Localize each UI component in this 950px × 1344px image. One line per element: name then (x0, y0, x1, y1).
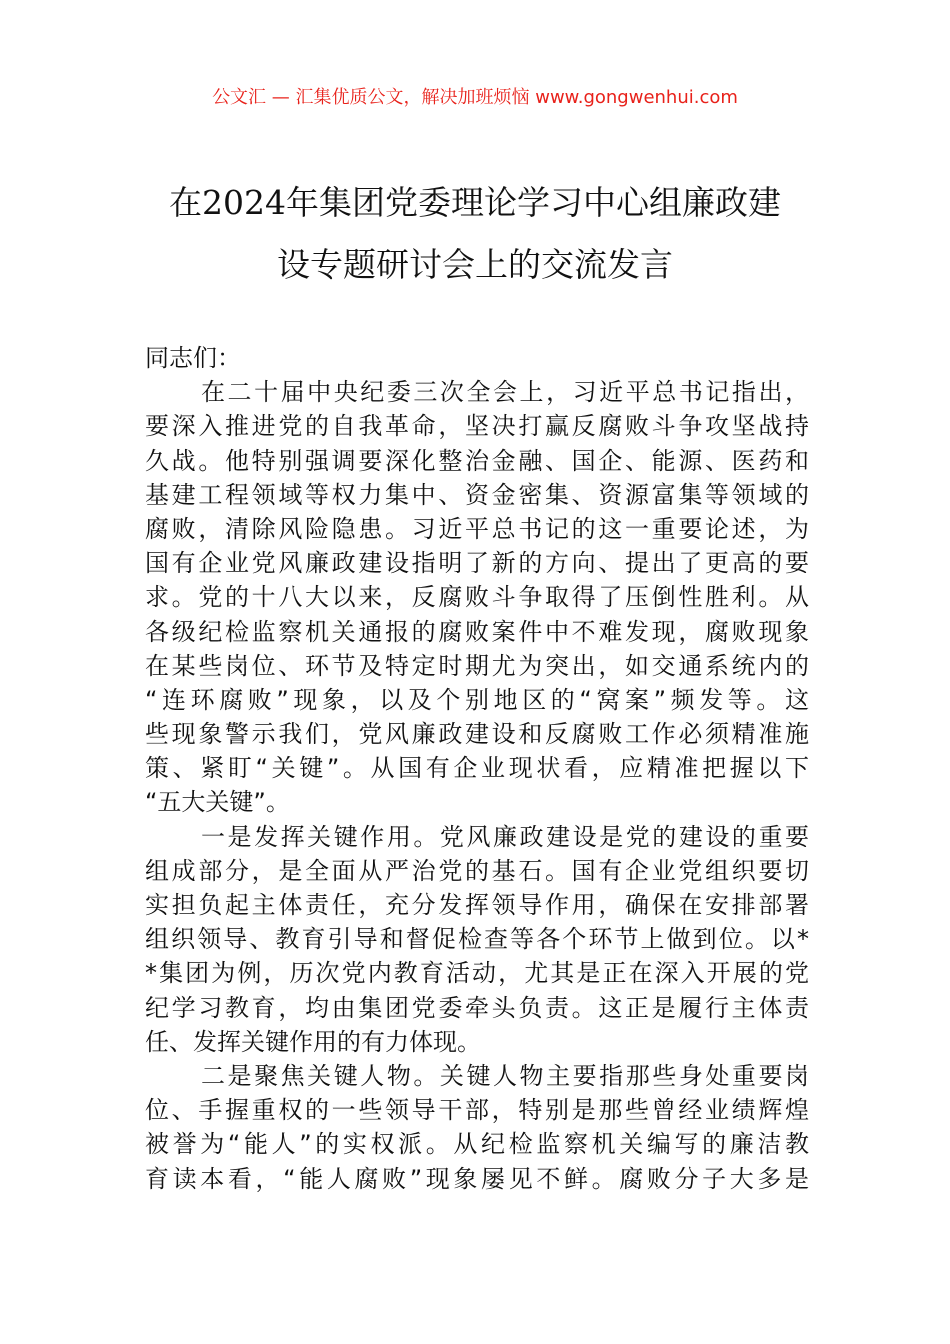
paragraph-line: 基建工程领域等权力集中、资金密集、资源富集等领域的 (145, 480, 809, 509)
paragraph-line: 组成部分，是全面从严治党的基石。国有企业党组织要切 (145, 856, 809, 885)
paragraph-1 (145, 375, 809, 819)
paragraph-line: 久战。他特别强调要深化整治金融、国企、能源、医药和 (145, 446, 809, 475)
paragraph-line: “五大关键”。 (145, 788, 290, 817)
paragraph-line: 实担负起主体责任，充分发挥领导作用，确保在安排部署 (145, 891, 809, 919)
paragraph-line: 些现象警示我们，党风廉政建设和反腐败工作必须精准施 (145, 720, 809, 749)
paragraph-line: 位、手握重权的一些领导干部，特别是那些曾经业绩辉煌 (145, 1096, 809, 1125)
paragraph-line: 被誉为“能人”的实权派。从纪检监察机关编写的廉洁教 (145, 1130, 809, 1159)
paragraph-line: 任、发挥关键作用的有力体现。 (145, 1027, 481, 1056)
paragraph-line: 国有企业党风廉政建设指明了新的方向、提出了更高的要 (145, 549, 809, 578)
paragraph-line: 在二十届中央纪委三次全会上，习近平总书记指出， (201, 378, 809, 407)
paragraph-line: *集团为例，历次党内教育活动，尤其是正在深入开展的党 (145, 959, 809, 988)
paragraph-line: 二是聚焦关键人物。关键人物主要指那些身处重要岗 (201, 1061, 809, 1090)
paragraph-line: 策、紧盯“关键”。从国有企业现状看，应精准把握以下 (145, 754, 809, 783)
paragraph-2 (145, 820, 809, 1059)
paragraph-line: 要深入推进党的自我革命，坚决打赢反腐败斗争攻坚战持 (145, 412, 809, 441)
paragraph-3 (145, 1059, 809, 1196)
paragraph-line: 腐败，清除风险隐患。习近平总书记的这一重要论述，为 (145, 514, 809, 543)
document-title (100, 172, 850, 296)
title-line-2: 设专题研讨会上的交流发言 (277, 245, 673, 284)
paragraph-line: “连环腐败”现象，以及个别地区的“窝案”频发等。这 (145, 685, 809, 714)
document-body (145, 341, 809, 1196)
title-line-1: 在2024年集团党委理论学习中心组廉政建 (169, 183, 781, 222)
header-banner: 公文汇 — 汇集优质公文，解决加班烦恼 www.gongwenhui.com (212, 87, 738, 108)
paragraph-line: 在某些岗位、环节及特定时期尤为突出，如交通系统内的 (145, 651, 809, 680)
paragraph-line: 求。党的十八大以来，反腐败斗争取得了压倒性胜利。从 (145, 583, 809, 612)
paragraph-line: 一是发挥关键作用。党风廉政建设是党的建设的重要 (201, 822, 809, 851)
paragraph-line: 纪学习教育，均由集团党委牵头负责。这正是履行主体责 (145, 993, 809, 1022)
paragraph-line: 育读本看，“能人腐败”现象屡见不鲜。腐败分子大多是 (145, 1164, 809, 1193)
paragraph-line: 各级纪检监察机关通报的腐败案件中不难发现，腐败现象 (145, 617, 809, 646)
paragraph-line: 组织领导、教育引导和督促检查等各个环节上做到位。以* (145, 925, 809, 954)
salutation: 同志们： (145, 344, 241, 372)
